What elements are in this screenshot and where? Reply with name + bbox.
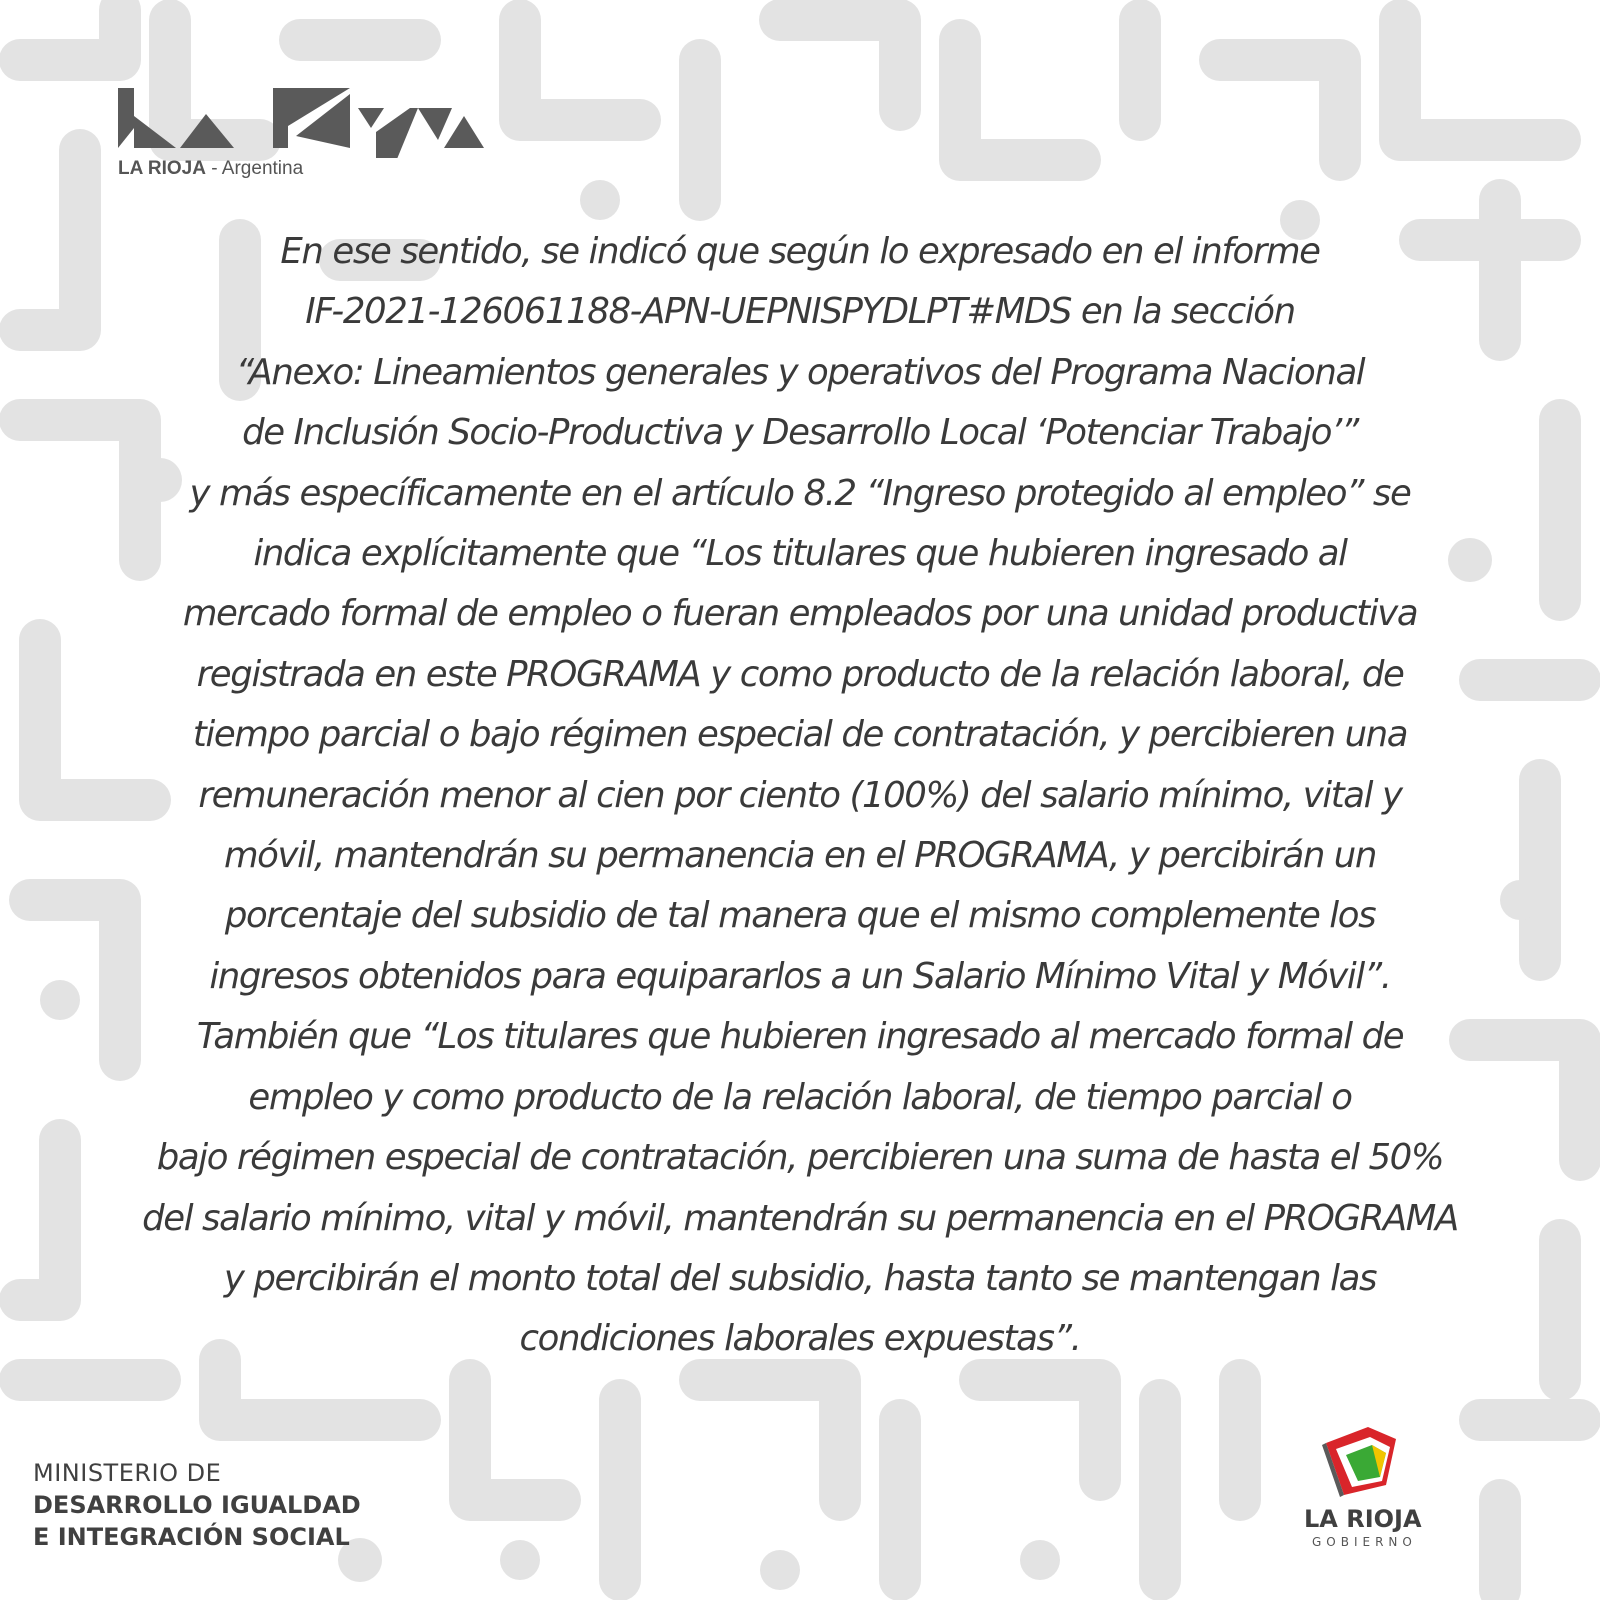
main-paragraph [40,222,1560,1370]
paragraph-line: porcentaje del subsidio de tal manera que el mismo complemente los [224,895,1376,937]
paragraph-line: mercado formal de empleo o fueran empleados por una unidad productiva [182,593,1418,635]
ministry-line-1: MINISTERIO DE [33,1459,222,1487]
paragraph-line: y percibirán el monto total del subsidio, hasta tanto se mantengan las [223,1257,1377,1299]
paragraph-line: y más específicamente en el artículo 8.2 “Ingreso protegido al empleo” se [189,472,1411,514]
ministry-name [33,1457,361,1553]
paragraph-line: remuneración menor al cien por ciento (100%) del salario mínimo, vital y [198,774,1402,816]
paragraph-line: empleo y como producto de la relación laboral, de tiempo parcial o [248,1076,1352,1118]
paragraph-line: bajo régimen especial de contratación, percibieren una suma de hasta el 50% [156,1137,1444,1179]
paragraph-line: También que “Los titulares que hubieren ingresado al mercado formal de [196,1016,1404,1058]
gov-name: LA RIOJA [1304,1505,1422,1533]
paragraph-line: registrada en este PROGRAMA y como producto de la relación laboral, de [196,653,1404,695]
paragraph-line: móvil, mantendrán su permanencia en el PROGRAMA, y percibirán un [223,835,1377,877]
ministry-line-3: E INTEGRACIÓN SOCIAL [33,1523,350,1551]
province-flag-icon [1322,1425,1412,1505]
la-rioja-argentina-logo [118,88,498,188]
paragraph-line: En ese sentido, se indicó que según lo expresado en el informe [280,231,1320,272]
ministry-line-2: DESARROLLO IGUALDAD [33,1491,361,1519]
la-rioja-gobierno-logo [1300,1425,1450,1555]
logo-caption: LA RIOJA - Argentina [118,158,304,179]
paragraph-line: “Anexo: Lineamientos generales y operativos del Programa Nacional [235,351,1365,393]
paragraph-line: condiciones laborales expuestas”. [519,1318,1081,1360]
paragraph-line: indica explícitamente que “Los titulares que hubieren ingresado al [253,533,1347,575]
paragraph-line: IF-2021-126061188-APN-UEPNISPYDLPT#MDS en la sección [305,291,1295,333]
paragraph-line: del salario mínimo, vital y móvil, mantendrán su permanencia en el PROGRAMA [142,1197,1458,1239]
la-rioja-wordmark-icon [118,88,488,158]
paragraph-line: de Inclusión Socio-Productiva y Desarrollo Local ‘Potenciar Trabajo’” [242,412,1358,454]
paragraph-line: tiempo parcial o bajo régimen especial de contratación, y percibieren una [192,714,1408,756]
paragraph-line: ingresos obtenidos para equipararlos a un Salario Mínimo Vital y Móvil”. [209,955,1391,997]
gov-sub: GOBIERNO [1312,1535,1417,1549]
